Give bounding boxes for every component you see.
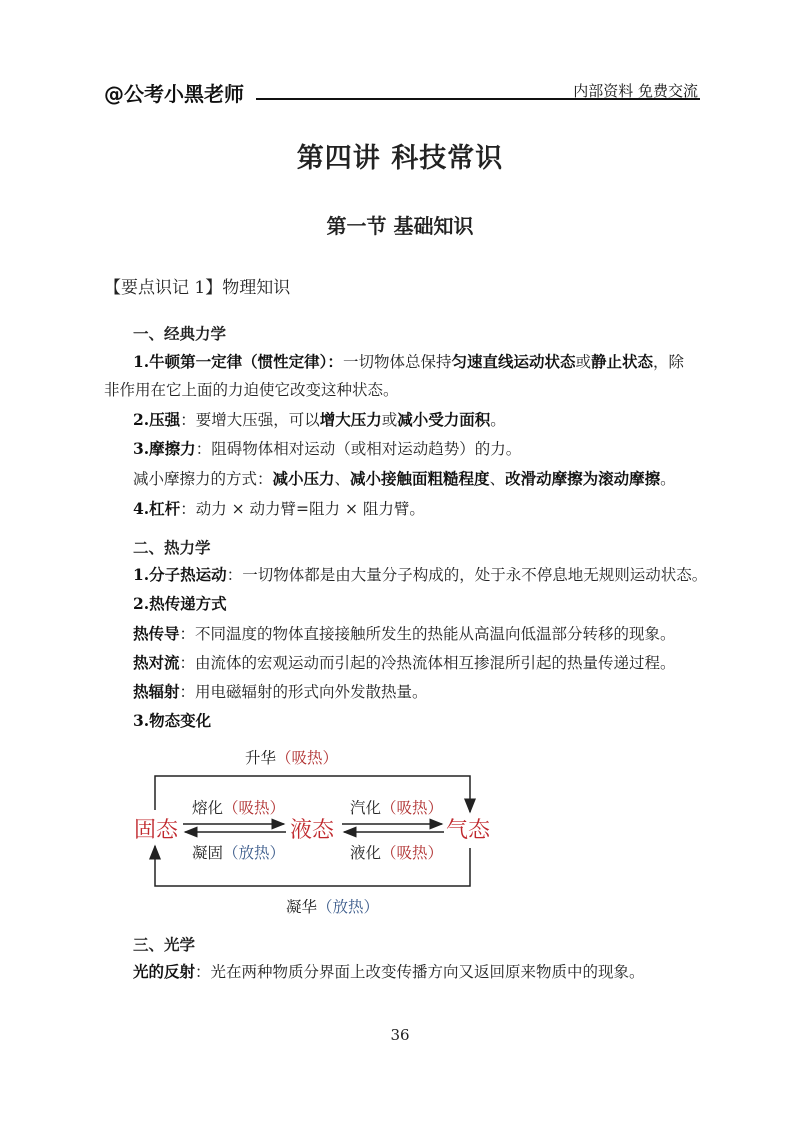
optics-heading: 三、光学 <box>133 936 196 954</box>
molecular-label: 1.分子热运动 <box>133 565 227 584</box>
state-gas: 气态 <box>446 818 491 843</box>
pressure-bold-a: 增大压力 <box>319 410 382 429</box>
liquefaction-heat: （吸热） <box>381 844 444 862</box>
page-number: 36 <box>390 1026 410 1044</box>
newton-text-a: 一切物体总保持 <box>342 353 452 371</box>
phase-change-heading: 3.物态变化 <box>133 711 212 730</box>
reduce-sep-2: 、 <box>489 470 506 488</box>
conduction-text: ：不同温度的物体直接接触所发生的热能从高温向低温部分转移的现象。 <box>179 625 676 643</box>
pressure-text-end: 。 <box>490 411 506 429</box>
melting-text: 熔化 <box>192 799 224 817</box>
convection-label: 热对流 <box>133 653 180 672</box>
thermo-heading: 二、热力学 <box>133 539 211 557</box>
reduce-bold-c: 改滑动摩擦为滚动摩擦 <box>505 469 661 488</box>
molecular-text: ：一切物体都是由大量分子构成的，处于永不停息地无规则运动状态。 <box>226 566 708 584</box>
friction-label: 3.摩擦力 <box>133 439 196 458</box>
newton-bold-rest: 静止状态 <box>590 352 653 371</box>
heat-transfer-heading: 2.热传递方式 <box>133 594 227 613</box>
liquefaction-label <box>350 841 443 863</box>
pressure-bold-b: 减小受力面积 <box>397 410 491 429</box>
sublimation-heat: （吸热） <box>276 749 339 767</box>
lever-label: 4.杠杆 <box>133 499 181 518</box>
header-note: 内部资料 免费交流 <box>573 82 698 100</box>
conduction-label: 热传导 <box>133 624 180 643</box>
key-point-heading: 【要点识记 1】物理知识 <box>104 278 291 298</box>
deposition-label <box>286 895 379 917</box>
solidification-text: 凝固 <box>192 844 224 862</box>
state-solid: 固态 <box>134 818 179 843</box>
lever-text: ：动力 × 动力臂=阻力 × 阻力臂。 <box>180 500 425 518</box>
mechanics-heading: 一、经典力学 <box>133 325 227 343</box>
pressure-text-or: 或 <box>381 411 398 429</box>
page-title: 第四讲 科技常识 <box>296 143 504 174</box>
pressure-label: 2.压强 <box>133 410 181 429</box>
radiation-text: ：用电磁辐射的形式向外发散热量。 <box>179 683 428 701</box>
reduce-bold-b: 减小接触面粗糙程度 <box>350 469 490 488</box>
sublimation-label <box>245 746 338 768</box>
solidification-heat: （放热） <box>223 844 286 862</box>
deposition-heat: （放热） <box>317 898 380 916</box>
newton-bold-uniform: 匀速直线运动状态 <box>451 352 576 371</box>
vaporization-label <box>350 796 443 818</box>
pressure-text-a: ：要增大压强，可以 <box>180 411 320 429</box>
vaporization-heat: （吸热） <box>381 799 444 817</box>
newton-law-cont: 非作用在它上面的力迫使它改变这种状态。 <box>104 381 399 399</box>
deposition-text: 凝华 <box>286 898 318 916</box>
state-liquid: 液态 <box>290 818 335 843</box>
solidification-label <box>192 841 285 863</box>
reduce-sep-1: 、 <box>334 470 351 488</box>
friction-text: ：阻碍物体相对运动（或相对运动趋势）的力。 <box>195 440 522 458</box>
reflection-line <box>133 960 645 982</box>
newton-law-label: 1.牛顿第一定律（惯性定律）： <box>133 352 343 371</box>
reduce-bold-a: 减小压力 <box>272 469 335 488</box>
sublimation-text: 升华 <box>245 749 277 767</box>
melting-heat: （吸热） <box>223 799 286 817</box>
reduce-end: 。 <box>660 470 676 488</box>
vaporization-text: 汽化 <box>350 799 382 817</box>
reduce-text-a: 减小摩擦力的方式： <box>133 470 273 488</box>
reflection-text: ：光在两种物质分界面上改变传播方向又返回原来物质中的现象。 <box>195 963 645 981</box>
reflection-label: 光的反射 <box>133 962 196 981</box>
section-title: 第一节 基础知识 <box>326 214 474 238</box>
melting-label <box>192 796 285 818</box>
newton-text-or: 或 <box>575 353 591 371</box>
liquefaction-text: 液化 <box>350 844 382 862</box>
convection-text: ：由流体的宏观运动而引起的冷热流体相互掺混所引起的热量传递过程。 <box>179 654 676 672</box>
header-author: @公考小黑老师 <box>104 82 244 106</box>
newton-text-e: ，除 <box>653 353 685 371</box>
radiation-label: 热辐射 <box>133 682 180 701</box>
